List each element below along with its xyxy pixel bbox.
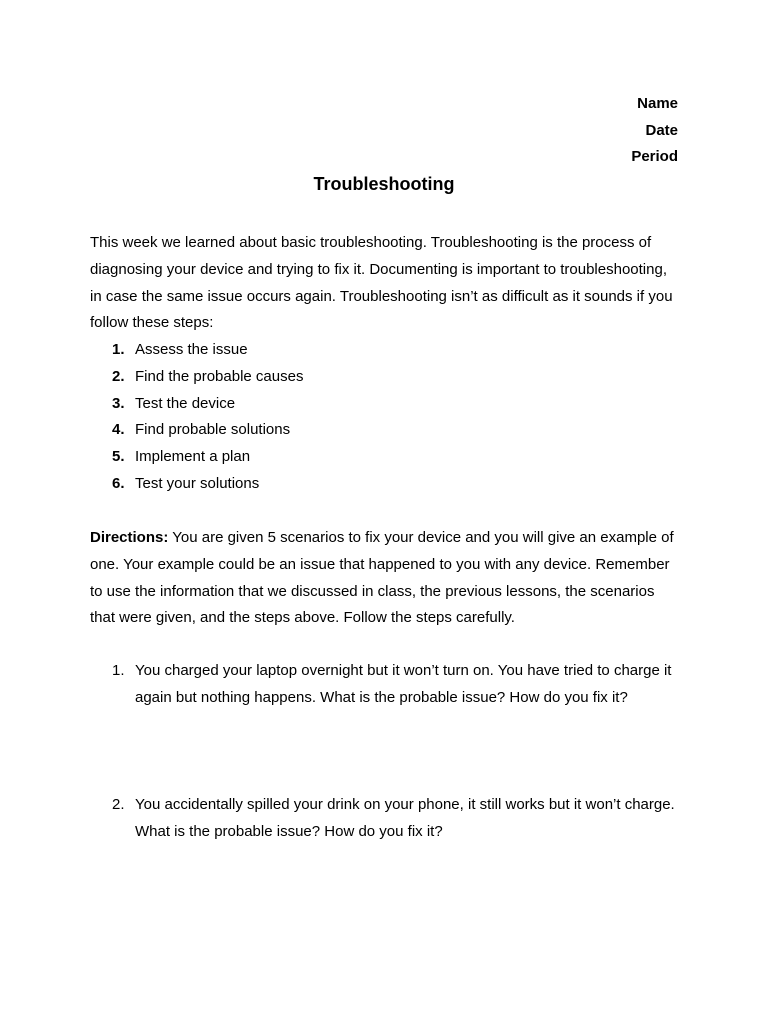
- list-item: [90, 364, 303, 391]
- step-text: Test your solutions: [135, 474, 260, 492]
- step-text: Find the probable causes: [135, 367, 304, 385]
- list-item: [90, 444, 303, 471]
- scenario-number: 1.: [112, 662, 125, 679]
- step-number: 6.: [112, 474, 125, 492]
- scenario-text: You accidentally spilled your drink on your phone, it still works but it won’t charge. What is the probable issue? How do you fix it?: [135, 796, 675, 840]
- period-label: Period: [631, 148, 678, 165]
- student-info-header: [631, 91, 678, 171]
- step-number: 4.: [112, 421, 125, 439]
- document-title: Troubleshooting: [313, 174, 455, 194]
- name-label: Name: [637, 95, 678, 112]
- list-item: [90, 391, 303, 418]
- intro-paragraph: This week we learned about basic troubleshooting. Troubleshooting is the process of diagnosing your device and trying to fix it. Documenting is important to troubleshooting, in case the same issue occurs again. Troubleshooting isn’t as difficult as it sounds if you follow these steps:: [90, 234, 673, 332]
- step-text: Find probable solutions: [135, 421, 291, 439]
- scenario-number: 2.: [112, 796, 125, 813]
- scenario-item: [90, 792, 680, 846]
- date-label: Date: [645, 121, 678, 139]
- scenario-text: You charged your laptop overnight but it won’t turn on. You have tried to charge it again but nothing happens. What is the probable issue? How do you fix it?: [135, 662, 672, 706]
- step-text: Assess the issue: [135, 341, 248, 358]
- scenario-item: [90, 658, 680, 712]
- step-text: Implement a plan: [135, 448, 251, 466]
- directions-paragraph: [90, 525, 680, 632]
- list-item: [90, 337, 303, 364]
- directions-label: Directions:: [90, 529, 169, 546]
- list-item: [90, 471, 303, 498]
- step-number: 5.: [112, 448, 125, 466]
- directions-text: You are given 5 scenarios to fix your device and you will give an example of one. Your example could be an issue that happened to you with any device. Remember to use the information that we discussed in class, the previous lessons, the scenarios that were given, and the steps above. Follow the steps carefully.: [90, 529, 674, 627]
- step-text: Test the device: [135, 394, 236, 412]
- step-number: 2.: [112, 367, 125, 385]
- step-number: 3.: [112, 394, 125, 412]
- list-item: [90, 417, 303, 444]
- step-number: 1.: [112, 341, 125, 358]
- steps-list: [90, 337, 303, 498]
